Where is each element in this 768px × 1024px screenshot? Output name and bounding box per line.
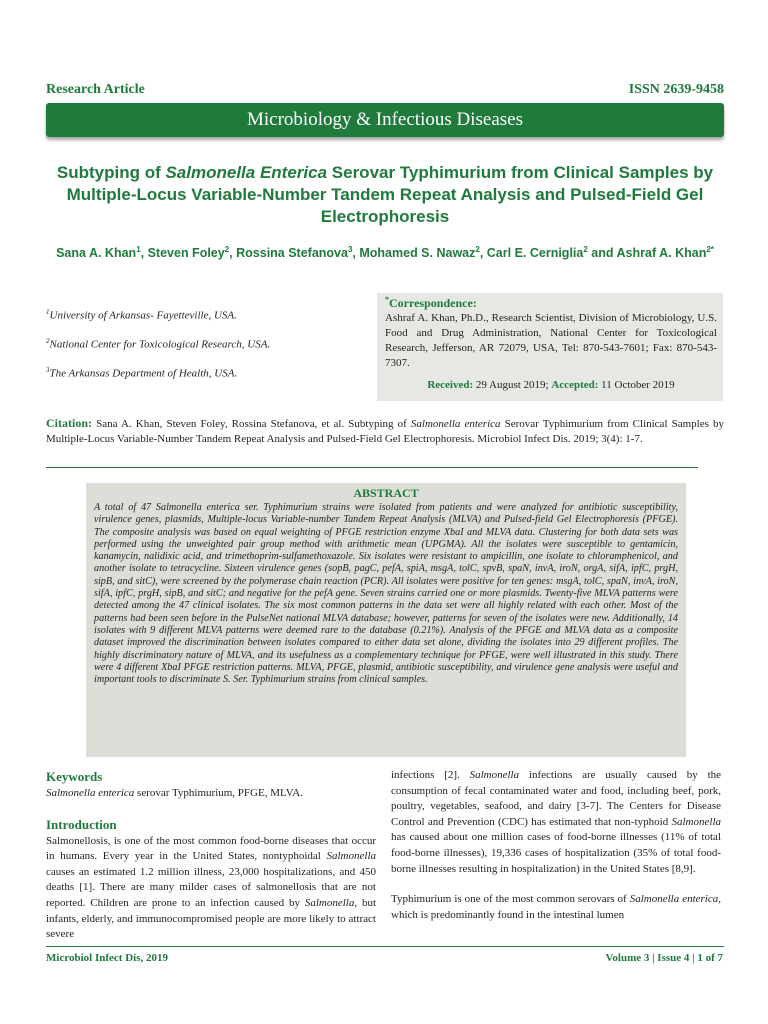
author-list — [46, 240, 724, 263]
footer-journal: Microbiol Infect Dis, 2019 — [46, 952, 169, 964]
affiliation: $^1$University of Arkansas- Fayetteville, USA. — [46, 308, 237, 322]
title-part1: Subtyping of — [56, 163, 166, 182]
affiliation: $^2$National Center for Toxicological Research, USA. — [46, 337, 271, 351]
author: Ashraf A. Khan$^{2*}$ — [616, 245, 714, 261]
abstract-box — [86, 483, 686, 757]
keywords-text: Salmonella enterica serovar Typhimurium, PFGE, MLVA. — [46, 787, 303, 799]
affiliation: $^3$The Arkansas Department of Health, USA. — [46, 366, 238, 380]
citation: Citation: Sana A. Khan, Steven Foley, Rossina Stefanova, et al. Subtyping of Salmonella enterica Serovar Typhimurium from Clinical Samples by Multiple-Locus Variable-Number Tandem Repeat Analysis and Pulsed-Field Gel Electrophoresis. Microbiol Infect Dis. 2019; 3(4): 1-7. — [46, 416, 724, 445]
article-type: Research Article — [46, 82, 145, 97]
footer-page-info: Volume 3 | Issue 4 | 1 of 7 — [605, 952, 723, 964]
title-italic: Salmonella Enterica — [165, 163, 328, 182]
correspondence-title: *Correspondence: — [385, 295, 477, 310]
abstract-title: ABSTRACT — [353, 486, 419, 500]
right-column — [391, 768, 721, 923]
correspondence-body: Ashraf A. Khan, Ph.D., Research Scientist, Division of Microbiology, U.S. Food and Drug Administration, National Center for Toxicological Research, Jefferson, AR 72079, USA, Tel: 870-543-7601; Fax: 870-543-7307. — [385, 312, 717, 369]
author: Carl E. Cerniglia$^2$ and — [486, 245, 617, 261]
keywords-heading: Keywords — [46, 769, 103, 784]
title-part2: Serovar Typhimurium from Clinical Samples by Multiple-Locus Variable-Number Tandem Repeat Analysis and Pulsed-Field Gel Electrophoresis — [66, 163, 714, 226]
header-row — [46, 82, 724, 100]
author: Mohamed S. Nawaz$^2$, — [359, 245, 487, 261]
author: Sana A. Khan$^1$, — [56, 245, 148, 261]
author: Rossina Stefanova$^3$, — [236, 245, 360, 261]
received-accepted-dates: Received: 29 August 2019; Accepted: 11 October 2019 — [427, 379, 675, 391]
correspondence-box — [377, 293, 723, 401]
left-column — [46, 768, 376, 943]
divider — [46, 467, 698, 468]
body-paragraph: infections [2]. Salmonella infections are usually caused by the consumption of fecal contaminated water and food, including beef, pork, poultry, vegetables, seafood, and dairy [3-7]. The Centers for Disease Control and Prevention (CDC) has estimated that non-typhoid Salmonella has caused about one million cases of food-borne illnesses (11% of total food-borne illnesses), 19,336 cases of hospitalization (35% of total food-borne illnesses resulting in hospitalization) in the United States [8,9]. — [391, 769, 722, 875]
issn: ISSN 2639-9458 — [628, 82, 724, 97]
footer-divider — [46, 946, 724, 947]
body-paragraph: Typhimurium is one of the most common serovars of Salmonella enterica, which is predominantly found in the intestinal lumen — [391, 893, 721, 921]
paper-title — [48, 162, 722, 228]
abstract-text: A total of 47 Salmonella enterica ser. Typhimurium strains were isolated from patients and were analyzed for antibiotic susceptibility, virulence genes, plasmids, Multiple-locus Variable-number Tandem Repeat Analysis (MLVA) and Pulsed-field Gel Electrophoresis (PFGE). The composite analysis was based on equal weighting of PFGE restriction enzyme XbaI and MLVA data. Clustering for both data sets was performed using the unweighted pair group method with arithmetic mean (UPGMA). All the isolates were susceptible to gentamicin, kanamycin, nalidixic acid, and trimethoprim-sulfamethoxazole. Six isolates were resistant to ampicillin, one isolate to chloramphenicol, and another isolate to tetracycline. Sixteen virulence genes (sopB, pagC, pefA, spiA, msgA, tolC, spvB, spaN, invA, iroN, orgA, sifA, ipfC, prgH, sipB, and sitC), were screened by the polymerase chain reaction (PCR). All isolates were positive for ten genes: msgA, tolC, spaN, invA, iroN, sifA, ipfC, prgH, sipB, and sitC; and negative for the pefA gene. Seven strains carried one or more plasmids. Twenty-five MLVA patterns were detected among the 47 clinical isolates. The six most common patterns in the data set were all highly related with each other. Most of the patterns had been seen before in the PulseNet national MLVA database; however, patterns for seven of the isolates were new. Additionally, 14 isolates with 9 different MLVA patterns were deemed rare to the database (0.21%). Analysis of the PFGE and MLVA data as a composite dataset improved the discrimination between isolates compared to either data set alone, dividing the isolates into 29 different profiles. The highly discriminatory nature of MLVA, and its usefulness as a complementary technique for PFGE, were well illustrated in this study. There were 4 different XbaI PFGE restriction patterns. MLVA, PFGE, plasmid, antibiotic susceptibility, and virulence gene analysis were useful and important tools to discriminate S. Ser. Typhimurium strains from clinical samples. — [94, 502, 678, 686]
journal-banner: Microbiology & Infectious Diseases — [46, 103, 724, 137]
intro-paragraph: Salmonellosis, is one of the most common food-borne diseases that occur in humans. Every year in the United States, nontyphoidal Salmonella causes an estimated 1.2 million illness, 23,000 hospitalizations, and 450 deaths [1]. There are many milder cases of salmonellosis that are not reported. Children are prone to an infection caused by Salmonella, but infants, elderly, and immunocompromised people are more likely to attract severe — [46, 834, 377, 941]
author: Steven Foley$^2$, — [147, 245, 237, 261]
introduction-heading: Introduction — [46, 816, 117, 832]
citation-label: Citation: — [46, 416, 92, 430]
